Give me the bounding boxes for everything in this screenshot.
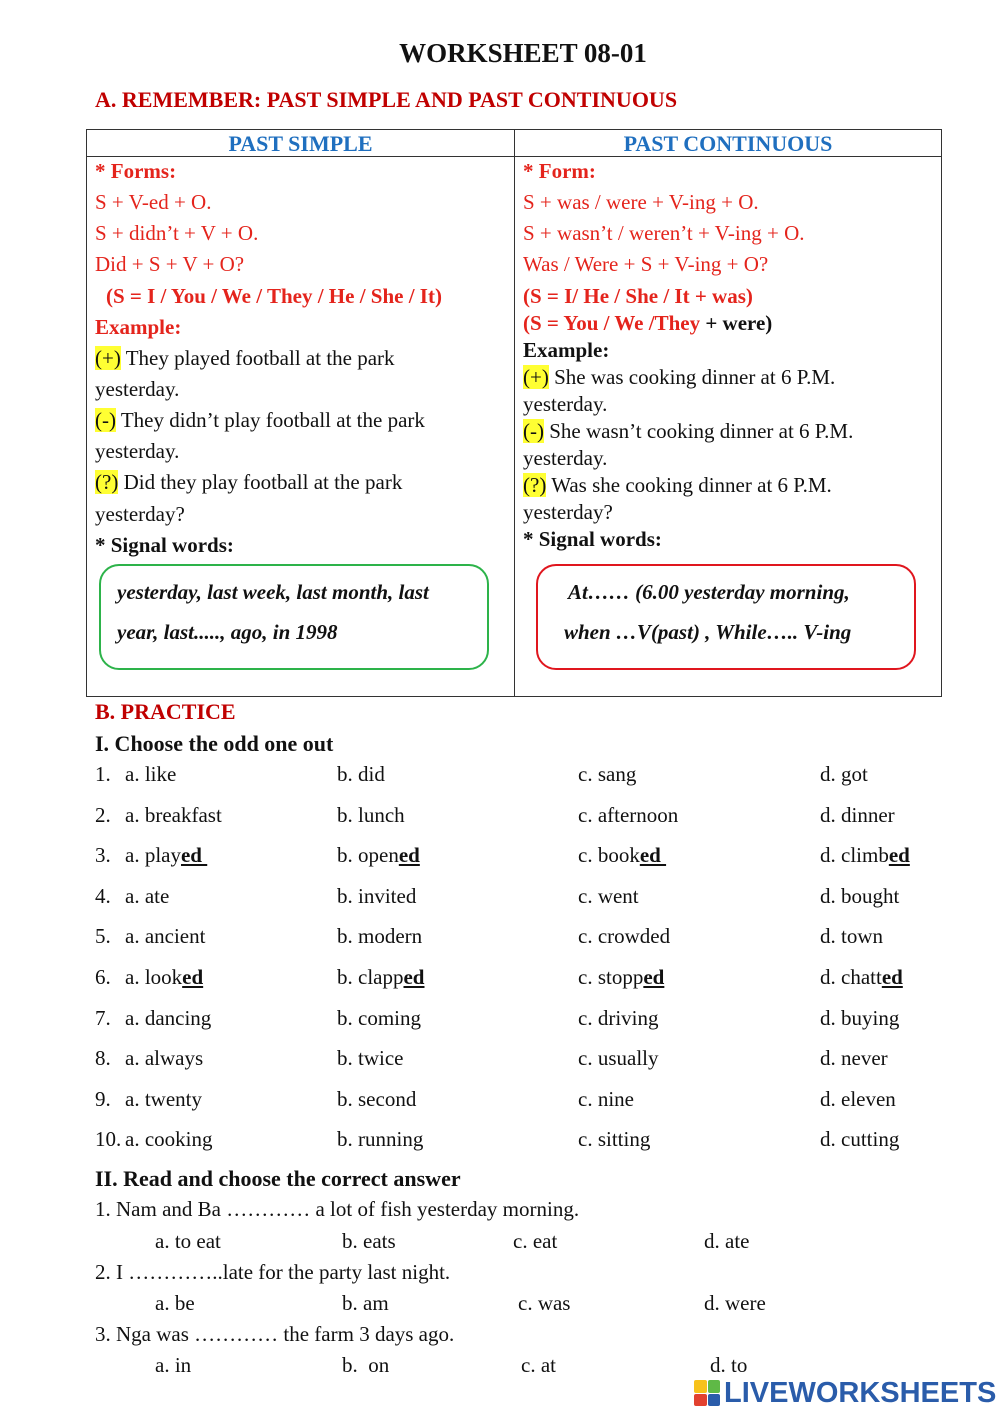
question-mark: (?) <box>95 470 119 494</box>
negative-mark: (-) <box>95 408 116 432</box>
pc-example-negative <box>523 419 853 444</box>
option-c[interactable] <box>578 924 670 949</box>
pc-example-negative-text: She wasn’t cooking dinner at 6 P.M. <box>549 419 854 443</box>
pc-example-question-text: Was she cooking dinner at 6 P.M. <box>551 473 832 497</box>
option-a[interactable] <box>125 1006 211 1031</box>
liveworksheets-wordmark: LIVEWORKSHEETS <box>724 1377 997 1409</box>
question-mark: (?) <box>523 473 547 497</box>
option-c[interactable] <box>578 762 636 787</box>
row-number: 7. <box>95 1006 122 1030</box>
option-text: c. sitting <box>578 1127 651 1151</box>
part2-heading: II. Read and choose the correct answer <box>95 1166 461 1191</box>
option-text: d. climb <box>820 843 889 867</box>
ending-underlined: ed <box>398 843 420 867</box>
pc-example-label: Example: <box>523 338 610 362</box>
option-a[interactable] <box>125 843 207 868</box>
ps-example-positive <box>95 346 395 371</box>
option-d[interactable] <box>820 843 910 868</box>
question-1: 1. Nam and Ba ………… a lot of fish yesterday morning. <box>95 1197 580 1221</box>
option-text: c. usually <box>578 1046 659 1070</box>
ps-subjects: (S = I / You / We / They / He / She / It) <box>106 284 442 308</box>
option-d[interactable] <box>820 1006 899 1031</box>
positive-mark: (+) <box>523 365 549 389</box>
option-a[interactable] <box>125 1046 203 1071</box>
ps-signal-label: * Signal words: <box>95 533 234 557</box>
ending-underlined: ed <box>881 965 903 989</box>
option-d[interactable] <box>820 1127 899 1152</box>
pc-subjects-were <box>523 311 772 336</box>
option-text: a. play <box>125 843 181 867</box>
past-simple-heading: PAST SIMPLE <box>228 131 373 156</box>
row-number: 10. <box>95 1127 122 1151</box>
q1-option-d[interactable]: d. ate <box>704 1229 750 1253</box>
row-number: 8. <box>95 1046 122 1070</box>
option-text: c. book <box>578 843 640 867</box>
ps-signal-box <box>99 564 489 670</box>
q3-option-c[interactable]: c. at <box>521 1353 556 1377</box>
ending-underlined: ed <box>180 843 208 867</box>
option-d[interactable] <box>820 803 895 828</box>
row-number: 9. <box>95 1087 122 1111</box>
row-number: 5. <box>95 924 122 948</box>
option-text: d. chatt <box>820 965 882 989</box>
pc-example-positive-text: She was cooking dinner at 6 P.M. <box>554 365 836 389</box>
option-a[interactable] <box>125 1127 212 1152</box>
option-b[interactable] <box>337 924 422 949</box>
option-text: b. second <box>337 1087 417 1111</box>
option-d[interactable] <box>820 762 868 787</box>
pc-form-negative: S + wasn’t / weren’t + V-ing + O. <box>523 221 805 245</box>
pc-form-positive: S + was / were + V-ing + O. <box>523 190 759 214</box>
option-b[interactable] <box>337 843 420 868</box>
q1-option-c[interactable]: c. eat <box>513 1229 558 1253</box>
positive-mark: (+) <box>95 346 121 370</box>
option-b[interactable] <box>337 1127 423 1152</box>
option-text: c. nine <box>578 1087 634 1111</box>
pc-example-positive-cont: yesterday. <box>523 392 608 416</box>
option-d[interactable] <box>820 1046 888 1071</box>
q1-option-b[interactable]: b. eats <box>342 1229 396 1253</box>
option-text: a. twenty <box>125 1087 202 1111</box>
ps-example-positive-cont: yesterday. <box>95 377 180 401</box>
row-number: 2. <box>95 803 122 827</box>
pc-signal-label: * Signal words: <box>523 527 662 551</box>
option-text: b. invited <box>337 884 417 908</box>
option-c[interactable] <box>578 1127 650 1152</box>
option-text: c. went <box>578 884 639 908</box>
ps-example-question <box>95 470 402 495</box>
option-text: d. eleven <box>820 1087 896 1111</box>
row-number: 1. <box>95 762 122 786</box>
option-text: b. twice <box>337 1046 404 1070</box>
option-text: d. never <box>820 1046 888 1070</box>
ps-example-question-text: Did they play football at the park <box>123 470 403 494</box>
past-continuous-heading: PAST CONTINUOUS <box>623 131 833 156</box>
option-a[interactable] <box>125 965 203 990</box>
ps-forms-label: * Forms: <box>95 159 177 183</box>
option-text: a. look <box>125 965 183 989</box>
pc-example-question-cont: yesterday? <box>523 500 613 524</box>
option-text: d. cutting <box>820 1127 900 1151</box>
option-c[interactable] <box>578 884 639 909</box>
ps-form-positive: S + V-ed + O. <box>95 190 212 214</box>
worksheet-title: WORKSHEET 08-01 <box>399 38 647 68</box>
table-column-divider <box>514 130 515 696</box>
ps-signal-line-2: year, last....., ago, in 1998 <box>117 620 338 644</box>
option-d[interactable] <box>820 1087 896 1112</box>
question-3: 3. Nga was ………… the farm 3 days ago. <box>95 1322 455 1346</box>
ending-underlined: ed <box>182 965 204 989</box>
ending-underlined: ed <box>403 965 425 989</box>
option-text: b. lunch <box>337 803 405 827</box>
option-d[interactable] <box>820 965 903 990</box>
option-text: d. town <box>820 924 883 948</box>
ending-underlined: ed <box>639 843 667 867</box>
pc-example-positive <box>523 365 835 390</box>
ending-underlined: ed <box>643 965 665 989</box>
ps-form-negative: S + didn’t + V + O. <box>95 221 259 245</box>
liveworksheets-icon <box>694 1380 720 1406</box>
ps-signal-line-1: yesterday, last week, last month, last <box>117 580 429 604</box>
option-c[interactable] <box>578 843 666 868</box>
option-text: c. sang <box>578 762 637 786</box>
option-text: d. dinner <box>820 803 895 827</box>
ps-example-question-cont: yesterday? <box>95 502 185 526</box>
q2-option-c[interactable]: c. was <box>518 1291 571 1315</box>
section-a-heading: A. REMEMBER: PAST SIMPLE AND PAST CONTINUOUS <box>95 87 678 112</box>
option-text: c. afternoon <box>578 803 679 827</box>
option-text: b. modern <box>337 924 423 948</box>
pc-signal-line-2: when …V(past) , While….. V-ing <box>564 620 852 644</box>
option-text: a. like <box>125 762 177 786</box>
q2-option-b[interactable]: b. am <box>342 1291 389 1315</box>
q2-option-d[interactable]: d. were <box>704 1291 766 1315</box>
part1-heading: I. Choose the odd one out <box>95 731 334 756</box>
ps-form-question: Did + S + V + O? <box>95 252 245 276</box>
option-c[interactable] <box>578 965 664 990</box>
section-b-heading: B. PRACTICE <box>95 699 236 724</box>
option-c[interactable] <box>578 1006 658 1031</box>
option-text: a. ate <box>125 884 170 908</box>
option-d[interactable] <box>820 924 883 949</box>
option-a[interactable] <box>125 803 222 828</box>
option-b[interactable] <box>337 803 405 828</box>
row-number: 3. <box>95 843 122 867</box>
option-text: a. always <box>125 1046 204 1070</box>
pc-form-question: Was / Were + S + V-ing + O? <box>523 252 769 276</box>
q3-option-b[interactable]: b. on <box>342 1353 390 1377</box>
row-number: 4. <box>95 884 122 908</box>
q3-option-a[interactable]: a. in <box>155 1353 192 1377</box>
row-number: 6. <box>95 965 122 989</box>
option-text: c. stopp <box>578 965 644 989</box>
option-text: c. driving <box>578 1006 659 1030</box>
option-text: a. breakfast <box>125 803 222 827</box>
option-a[interactable] <box>125 924 205 949</box>
option-text: b. open <box>337 843 399 867</box>
option-text: b. running <box>337 1127 424 1151</box>
option-text: b. clapp <box>337 965 404 989</box>
option-a[interactable] <box>125 762 176 787</box>
pc-example-negative-cont: yesterday. <box>523 446 608 470</box>
option-b[interactable] <box>337 1006 421 1031</box>
option-b[interactable] <box>337 762 385 787</box>
pc-signal-box <box>536 564 916 670</box>
ending-underlined: ed <box>888 843 910 867</box>
option-text: a. ancient <box>125 924 206 948</box>
option-a[interactable] <box>125 884 169 909</box>
ps-example-negative-cont: yesterday. <box>95 439 180 463</box>
pc-subjects-were-red: (S = You / We /They <box>523 311 701 335</box>
option-text: b. coming <box>337 1006 421 1030</box>
pc-example-question <box>523 473 832 498</box>
option-text: a. dancing <box>125 1006 212 1030</box>
option-c[interactable] <box>578 1046 658 1071</box>
ps-example-label: Example: <box>95 315 182 339</box>
option-text: d. got <box>820 762 868 786</box>
option-text: b. did <box>337 762 385 786</box>
pc-subjects-were-black: + were) <box>700 311 773 335</box>
option-text: c. crowded <box>578 924 671 948</box>
option-c[interactable] <box>578 1087 634 1112</box>
option-b[interactable] <box>337 1046 403 1071</box>
pc-subjects-was: (S = I/ He / She / It + was) <box>523 284 753 308</box>
option-text: d. bought <box>820 884 900 908</box>
option-c[interactable] <box>578 803 678 828</box>
ps-example-negative-text: They didn’t play football at the park <box>120 408 425 432</box>
q2-option-a[interactable]: a. be <box>155 1291 195 1315</box>
option-d[interactable] <box>820 884 899 909</box>
ps-example-positive-text: They played football at the park <box>125 346 395 370</box>
ps-example-negative <box>95 408 425 433</box>
option-text: d. buying <box>820 1006 900 1030</box>
negative-mark: (-) <box>523 419 544 443</box>
option-b[interactable] <box>337 884 416 909</box>
option-b[interactable] <box>337 965 424 990</box>
pc-signal-line-1: At…… (6.00 yesterday morning, <box>568 580 850 604</box>
question-2: 2. I …………..late for the party last night. <box>95 1260 451 1284</box>
q3-option-d[interactable]: d. to <box>710 1353 748 1377</box>
option-text: a. cooking <box>125 1127 213 1151</box>
option-b[interactable] <box>337 1087 416 1112</box>
q1-option-a[interactable]: a. to eat <box>155 1229 221 1253</box>
pc-form-label: * Form: <box>523 159 596 183</box>
option-a[interactable] <box>125 1087 202 1112</box>
